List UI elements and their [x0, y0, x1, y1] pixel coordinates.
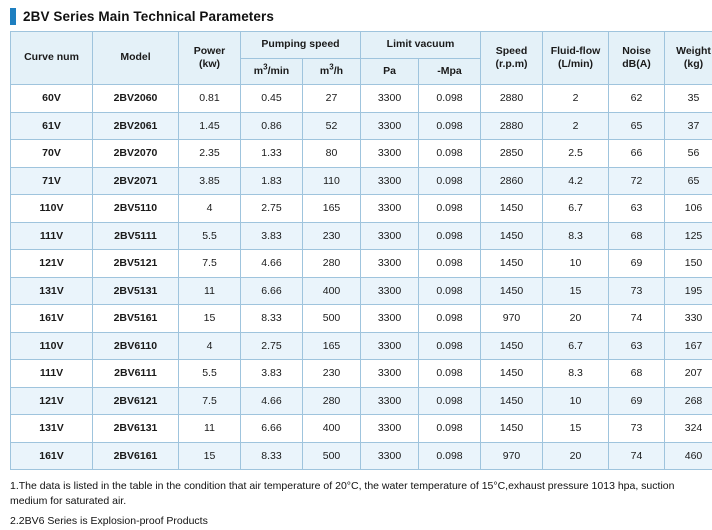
cell-curve-num: 70V: [11, 140, 93, 168]
table-row: [11, 305, 712, 333]
cell-pumping-speed-m3h: 400: [303, 415, 361, 443]
cell-pumping-speed-m3h: 110: [303, 167, 361, 195]
cell-pumping-speed-m3h: 80: [303, 140, 361, 168]
cell-power: 7.5: [179, 387, 241, 415]
cell-limit-vacuum-mpa: 0.098: [419, 195, 481, 223]
cell-pumping-speed-m3min: 2.75: [241, 332, 303, 360]
cell-fluid-flow: 20: [543, 305, 609, 333]
cell-pumping-speed-m3min: 2.75: [241, 195, 303, 223]
notes-section: [10, 479, 702, 530]
cell-pumping-speed-m3min: 8.33: [241, 305, 303, 333]
cell-model: 2BV5161: [93, 305, 179, 333]
cell-fluid-flow: 15: [543, 277, 609, 305]
cell-limit-vacuum-pa: 3300: [361, 167, 419, 195]
cell-fluid-flow: 10: [543, 250, 609, 278]
cell-limit-vacuum-mpa: 0.098: [419, 360, 481, 388]
header-noise-unit: dB(A): [609, 58, 664, 71]
cell-weight: 56: [665, 140, 712, 168]
cell-speed-rpm: 2880: [481, 112, 543, 140]
cell-speed-rpm: 1450: [481, 222, 543, 250]
cell-limit-vacuum-pa: 3300: [361, 112, 419, 140]
header-limit-vacuum: Limit vacuum: [361, 32, 481, 59]
header-noise-label: Noise: [609, 45, 664, 58]
cell-noise: 74: [609, 305, 665, 333]
cell-curve-num: 121V: [11, 387, 93, 415]
cell-pumping-speed-m3h: 165: [303, 195, 361, 223]
cell-pumping-speed-m3min: 1.83: [241, 167, 303, 195]
header-pumping-speed-m3min: $m^3/\min$: [241, 58, 303, 85]
cell-limit-vacuum-pa: 3300: [361, 85, 419, 113]
cell-noise: 69: [609, 250, 665, 278]
cell-power: 15: [179, 305, 241, 333]
header-weight: [665, 32, 712, 85]
cell-limit-vacuum-mpa: 0.098: [419, 305, 481, 333]
header-speed-label: Speed: [481, 45, 542, 58]
cell-power: 2.35: [179, 140, 241, 168]
cell-limit-vacuum-mpa: 0.098: [419, 387, 481, 415]
cell-power: 0.81: [179, 85, 241, 113]
cell-noise: 62: [609, 85, 665, 113]
cell-fluid-flow: 2.5: [543, 140, 609, 168]
cell-curve-num: 111V: [11, 360, 93, 388]
table-body: [11, 85, 712, 470]
cell-pumping-speed-m3min: 6.66: [241, 415, 303, 443]
table-row: [11, 195, 712, 223]
cell-power: 7.5: [179, 250, 241, 278]
header-weight-unit: (kg): [665, 58, 712, 71]
cell-speed-rpm: 1450: [481, 415, 543, 443]
cell-power: 11: [179, 415, 241, 443]
cell-speed-rpm: 1450: [481, 250, 543, 278]
cell-pumping-speed-m3h: 280: [303, 250, 361, 278]
cell-fluid-flow: 20: [543, 442, 609, 470]
cell-curve-num: 110V: [11, 195, 93, 223]
cell-pumping-speed-m3min: 1.33: [241, 140, 303, 168]
header-power-unit: (kw): [179, 58, 240, 71]
cell-model: 2BV5111: [93, 222, 179, 250]
cell-weight: 65: [665, 167, 712, 195]
cell-curve-num: 111V: [11, 222, 93, 250]
cell-weight: 207: [665, 360, 712, 388]
cell-power: 15: [179, 442, 241, 470]
cell-power: 5.5: [179, 222, 241, 250]
cell-limit-vacuum-pa: 3300: [361, 195, 419, 223]
cell-noise: 73: [609, 415, 665, 443]
cell-curve-num: 61V: [11, 112, 93, 140]
cell-limit-vacuum-pa: 3300: [361, 415, 419, 443]
cell-curve-num: 60V: [11, 85, 93, 113]
title-accent-bar: [10, 8, 16, 25]
note-2: 2.2BV6 Series is Explosion-proof Products: [10, 514, 702, 529]
header-speed-unit: (r.p.m): [481, 58, 542, 71]
cell-power: 3.85: [179, 167, 241, 195]
cell-pumping-speed-m3h: 52: [303, 112, 361, 140]
cell-limit-vacuum-mpa: 0.098: [419, 85, 481, 113]
cell-curve-num: 121V: [11, 250, 93, 278]
cell-fluid-flow: 8.3: [543, 360, 609, 388]
cell-noise: 72: [609, 167, 665, 195]
cell-fluid-flow: 2: [543, 112, 609, 140]
table-row: [11, 442, 712, 470]
cell-limit-vacuum-mpa: 0.098: [419, 112, 481, 140]
cell-fluid-flow: 6.7: [543, 195, 609, 223]
cell-weight: 330: [665, 305, 712, 333]
cell-fluid-flow: 15: [543, 415, 609, 443]
cell-limit-vacuum-pa: 3300: [361, 387, 419, 415]
cell-pumping-speed-m3min: 4.66: [241, 250, 303, 278]
header-model: Model: [93, 32, 179, 85]
cell-limit-vacuum-mpa: 0.098: [419, 442, 481, 470]
cell-fluid-flow: 4.2: [543, 167, 609, 195]
note-1: 1.The data is listed in the table in the condition that air temperature of 20°C, the water temperature of 15°C,exhaust pressure 1013 hpa, suction medium for saturated air.: [10, 479, 702, 509]
cell-pumping-speed-m3h: 500: [303, 442, 361, 470]
cell-limit-vacuum-pa: 3300: [361, 222, 419, 250]
cell-curve-num: 71V: [11, 167, 93, 195]
cell-limit-vacuum-pa: 3300: [361, 277, 419, 305]
cell-curve-num: 161V: [11, 305, 93, 333]
cell-pumping-speed-m3h: 500: [303, 305, 361, 333]
cell-power: 5.5: [179, 360, 241, 388]
cell-power: 11: [179, 277, 241, 305]
cell-power: 4: [179, 332, 241, 360]
header-limit-vacuum-mpa: -Mpa: [419, 58, 481, 85]
cell-model: 2BV2070: [93, 140, 179, 168]
cell-noise: 69: [609, 387, 665, 415]
cell-noise: 63: [609, 332, 665, 360]
table-row: [11, 140, 712, 168]
cell-weight: 167: [665, 332, 712, 360]
cell-weight: 460: [665, 442, 712, 470]
cell-speed-rpm: 970: [481, 442, 543, 470]
cell-power: 1.45: [179, 112, 241, 140]
cell-pumping-speed-m3min: 4.66: [241, 387, 303, 415]
cell-power: 4: [179, 195, 241, 223]
cell-model: 2BV6161: [93, 442, 179, 470]
cell-curve-num: 110V: [11, 332, 93, 360]
cell-noise: 65: [609, 112, 665, 140]
cell-limit-vacuum-mpa: 0.098: [419, 415, 481, 443]
cell-speed-rpm: 970: [481, 305, 543, 333]
page-title: [0, 0, 712, 31]
cell-pumping-speed-m3min: 8.33: [241, 442, 303, 470]
header-fluid-flow-unit: (L/min): [543, 58, 608, 71]
table-row: [11, 360, 712, 388]
cell-limit-vacuum-mpa: 0.098: [419, 140, 481, 168]
table-head: [11, 32, 712, 85]
table-row: [11, 167, 712, 195]
table-row: [11, 332, 712, 360]
header-noise: [609, 32, 665, 85]
cell-curve-num: 131V: [11, 277, 93, 305]
cell-limit-vacuum-pa: 3300: [361, 360, 419, 388]
cell-noise: 68: [609, 360, 665, 388]
table-row: [11, 85, 712, 113]
cell-limit-vacuum-mpa: 0.098: [419, 167, 481, 195]
table-row: [11, 415, 712, 443]
cell-model: 2BV2071: [93, 167, 179, 195]
cell-speed-rpm: 1450: [481, 387, 543, 415]
cell-speed-rpm: 2850: [481, 140, 543, 168]
cell-model: 2BV6121: [93, 387, 179, 415]
cell-pumping-speed-m3h: 280: [303, 387, 361, 415]
table-row: [11, 387, 712, 415]
cell-pumping-speed-m3h: 27: [303, 85, 361, 113]
cell-model: 2BV6131: [93, 415, 179, 443]
cell-pumping-speed-m3h: 400: [303, 277, 361, 305]
cell-limit-vacuum-mpa: 0.098: [419, 250, 481, 278]
technical-parameters-table: [10, 31, 712, 470]
cell-speed-rpm: 1450: [481, 195, 543, 223]
cell-limit-vacuum-mpa: 0.098: [419, 332, 481, 360]
header-pumping-speed-m3h: $m^3/h$: [303, 58, 361, 85]
cell-model: 2BV6110: [93, 332, 179, 360]
cell-limit-vacuum-pa: 3300: [361, 140, 419, 168]
cell-speed-rpm: 1450: [481, 360, 543, 388]
cell-speed-rpm: 2860: [481, 167, 543, 195]
cell-pumping-speed-m3min: 6.66: [241, 277, 303, 305]
table-row: [11, 250, 712, 278]
cell-pumping-speed-m3min: 3.83: [241, 222, 303, 250]
cell-weight: 268: [665, 387, 712, 415]
cell-limit-vacuum-mpa: 0.098: [419, 277, 481, 305]
cell-model: 2BV5121: [93, 250, 179, 278]
cell-limit-vacuum-pa: 3300: [361, 442, 419, 470]
cell-noise: 74: [609, 442, 665, 470]
cell-fluid-flow: 2: [543, 85, 609, 113]
cell-limit-vacuum-mpa: 0.098: [419, 222, 481, 250]
header-fluid-flow: [543, 32, 609, 85]
cell-pumping-speed-m3h: 230: [303, 222, 361, 250]
header-curve-num: Curve num: [11, 32, 93, 85]
table-row: [11, 277, 712, 305]
cell-curve-num: 131V: [11, 415, 93, 443]
table-row: [11, 222, 712, 250]
cell-weight: 125: [665, 222, 712, 250]
cell-fluid-flow: 8.3: [543, 222, 609, 250]
header-power: [179, 32, 241, 85]
cell-noise: 68: [609, 222, 665, 250]
cell-weight: 150: [665, 250, 712, 278]
cell-model: 2BV5110: [93, 195, 179, 223]
cell-model: 2BV6111: [93, 360, 179, 388]
header-limit-vacuum-pa: Pa: [361, 58, 419, 85]
cell-noise: 63: [609, 195, 665, 223]
table-header-row-1: [11, 32, 712, 59]
cell-pumping-speed-m3min: 0.86: [241, 112, 303, 140]
cell-weight: 324: [665, 415, 712, 443]
cell-weight: 106: [665, 195, 712, 223]
cell-noise: 73: [609, 277, 665, 305]
cell-noise: 66: [609, 140, 665, 168]
cell-limit-vacuum-pa: 3300: [361, 305, 419, 333]
cell-pumping-speed-m3min: 3.83: [241, 360, 303, 388]
header-pumping-speed: Pumping speed: [241, 32, 361, 59]
cell-pumping-speed-m3min: 0.45: [241, 85, 303, 113]
cell-fluid-flow: 6.7: [543, 332, 609, 360]
cell-curve-num: 161V: [11, 442, 93, 470]
cell-pumping-speed-m3h: 230: [303, 360, 361, 388]
cell-model: 2BV2061: [93, 112, 179, 140]
cell-model: 2BV5131: [93, 277, 179, 305]
cell-weight: 37: [665, 112, 712, 140]
cell-speed-rpm: 1450: [481, 277, 543, 305]
header-fluid-flow-label: Fluid-flow: [543, 45, 608, 58]
cell-speed-rpm: 2880: [481, 85, 543, 113]
cell-limit-vacuum-pa: 3300: [361, 250, 419, 278]
table-row: [11, 112, 712, 140]
cell-speed-rpm: 1450: [481, 332, 543, 360]
cell-weight: 195: [665, 277, 712, 305]
cell-pumping-speed-m3h: 165: [303, 332, 361, 360]
header-weight-label: Weight: [665, 45, 712, 58]
header-speed: [481, 32, 543, 85]
cell-limit-vacuum-pa: 3300: [361, 332, 419, 360]
header-power-label: Power: [179, 45, 240, 58]
cell-fluid-flow: 10: [543, 387, 609, 415]
page-title-text: 2BV Series Main Technical Parameters: [23, 9, 274, 24]
cell-model: 2BV2060: [93, 85, 179, 113]
cell-weight: 35: [665, 85, 712, 113]
